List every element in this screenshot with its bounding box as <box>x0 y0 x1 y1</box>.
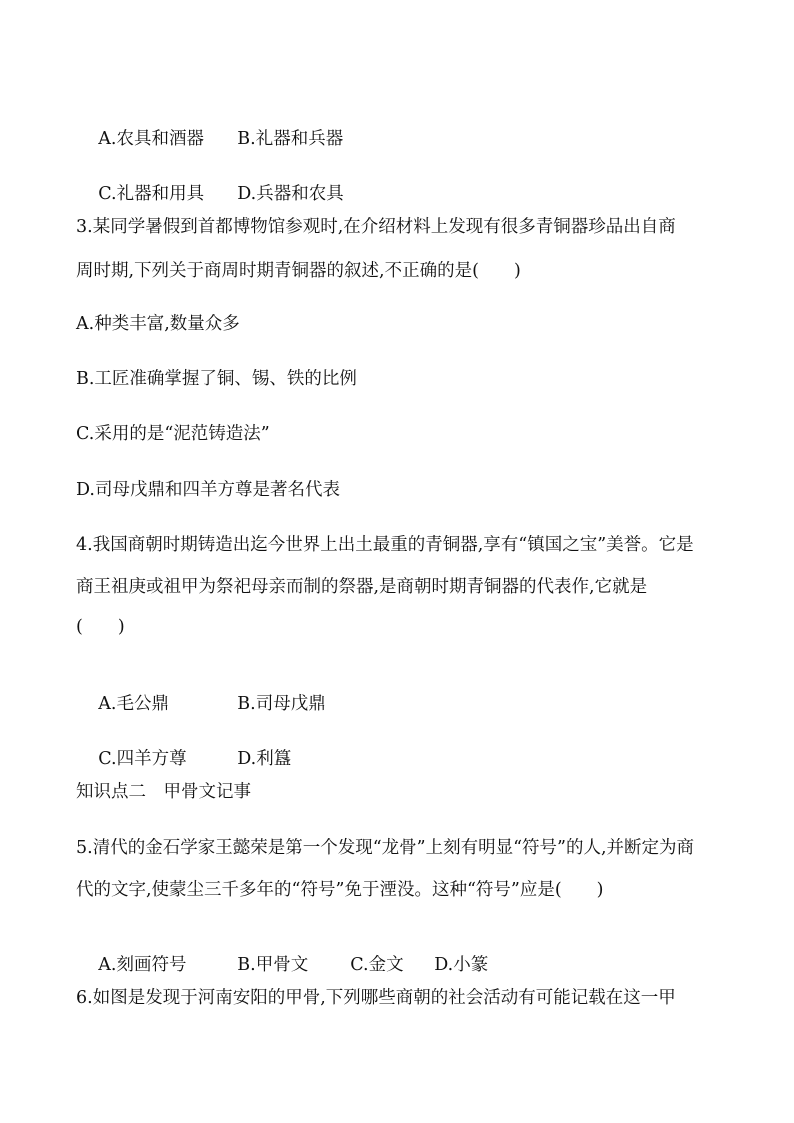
q2-option-b: B.礼器和兵器 <box>237 129 344 149</box>
q5-option-c: C.金文 <box>350 955 404 975</box>
q2-option-a: A.农具和酒器 <box>98 129 204 149</box>
q5-stem-line1: 5.清代的金石学家王懿荣是第一个发现“龙骨”上刻有明显“符号”的人,并断定为商 <box>76 838 695 858</box>
q5-stem-line2: 代的文字,使蒙尘三千多年的“符号”免于湮没。这种“符号”应是( ) <box>76 880 604 900</box>
q5-option-b: B.甲骨文 <box>237 955 309 975</box>
q3-stem-line2: 周时期,下列关于商周时期青铜器的叙述,不正确的是( ) <box>76 261 521 281</box>
q3-option-a: A.种类丰富,数量众多 <box>76 314 240 334</box>
q6-stem-line1: 6.如图是发现于河南安阳的甲骨,下列哪些商朝的社会活动有可能记载在这一甲 <box>76 988 676 1008</box>
q4-stem-line1: 4.我国商朝时期铸造出迄今世界上出土最重的青铜器,享有“镇国之宝”美誉。它是 <box>76 535 694 555</box>
q3-option-d: D.司母戊鼎和四羊方尊是著名代表 <box>76 480 340 500</box>
q2-option-c: C.礼器和用具 <box>98 184 205 204</box>
q4-option-a: A.毛公鼎 <box>98 694 169 714</box>
q4-stem-line3: ( ) <box>76 617 125 637</box>
q2-option-d: D.兵器和农具 <box>237 184 344 204</box>
q5-option-a: A.刻画符号 <box>98 955 187 975</box>
q3-stem-line1: 3.某同学暑假到首都博物馆参观时,在介绍材料上发现有很多青铜器珍品出自商 <box>76 217 676 237</box>
q4-option-b: B.司母戊鼎 <box>237 694 326 714</box>
q3-option-c: C.采用的是“泥范铸造法” <box>76 424 270 444</box>
q4-stem-line2: 商王祖庚或祖甲为祭祀母亲而制的祭器,是商朝时期青铜器的代表作,它就是 <box>76 577 648 597</box>
q4-option-d: D.利簋 <box>237 749 292 769</box>
q3-option-b: B.工匠准确掌握了铜、锡、铁的比例 <box>76 369 357 389</box>
section-title: 知识点二 甲骨文记事 <box>76 782 251 802</box>
q5-option-d: D.小篆 <box>434 955 489 975</box>
q4-option-c: C.四羊方尊 <box>98 749 187 769</box>
